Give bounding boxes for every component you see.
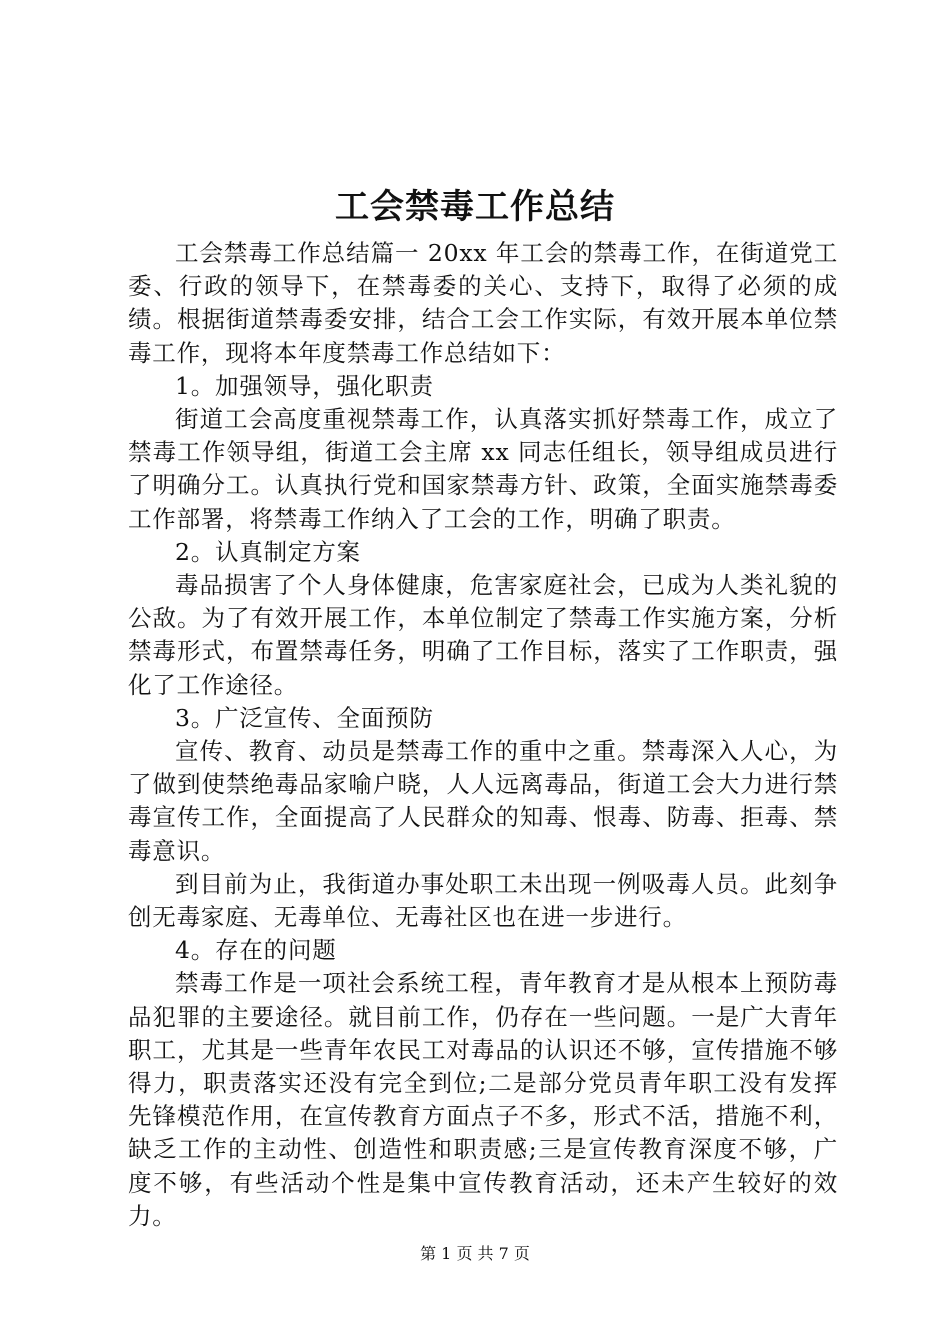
section-heading-1: 1。加强领导，强化职责 (175, 371, 434, 400)
paragraph-section-4: 禁毒工作是一项社会系统工程，青年教育才是从根本上预防毒品犯罪的主要途径。就目前工作，仍存在一些问题。一是广大青年职工，尤其是一些青年农民工对毒品的认识还不够，宣传措施不够得力，职责落实还没有完全到位;二是部分党员青年职工没有发挥先锋模范作用，在宣传教育方面点子不多，形式不活，措施不利，缺乏工作的主动性、创造性和职责感;三是宣传教育深度不够，广度不够，有些活动个性是集中宣传教育活动，还未产生较好的效力。 (128, 969, 838, 1230)
paragraph-intro: 工会禁毒工作总结篇一 20xx 年工会的禁毒工作，在街道党工委、行政的领导下，在禁毒委的关心、支持下，取得了必须的成绩。根据街道禁毒委安排，结合工会工作实际，有效开展本单位禁毒工作，现将本年度禁毒工作总结如下： (128, 239, 838, 367)
document-title: 工会禁毒工作总结 (335, 187, 615, 227)
paragraph-section-3: 宣传、教育、动员是禁毒工作的重中之重。禁毒深入人心，为了做到使禁绝毒品家喻户晓，人人远离毒品，街道工会大力进行禁毒宣传工作，全面提高了人民群众的知毒、恨毒、防毒、拒毒、禁毒意识。 (128, 737, 838, 865)
paragraph-section-3b: 到目前为止，我街道办事处职工未出现一例吸毒人员。此刻争创无毒家庭、无毒单位、无毒社区也在进一步进行。 (128, 869, 838, 932)
section-heading-3: 3。广泛宣传、全面预防 (175, 703, 434, 732)
section-heading-2: 2。认真制定方案 (175, 537, 361, 566)
document-body (128, 237, 838, 1233)
page-footer: 第 1 页 共 7 页 (420, 1244, 530, 1263)
section-heading-4: 4。存在的问题 (175, 936, 337, 965)
paragraph-section-2: 毒品损害了个人身体健康，危害家庭社会，已成为人类礼貌的公敌。为了有效开展工作，本单位制定了禁毒工作实施方案，分析禁毒形式，布置禁毒任务，明确了工作目标，落实了工作职责，强化了工作途径。 (128, 571, 838, 699)
paragraph-section-1: 街道工会高度重视禁毒工作，认真落实抓好禁毒工作，成立了禁毒工作领导组，街道工会主席 xx 同志任组长，领导组成员进行了明确分工。认真执行党和国家禁毒方针、政策，全面实施禁毒委工作部署，将禁毒工作纳入了工会的工作，明确了职责。 (128, 405, 838, 533)
